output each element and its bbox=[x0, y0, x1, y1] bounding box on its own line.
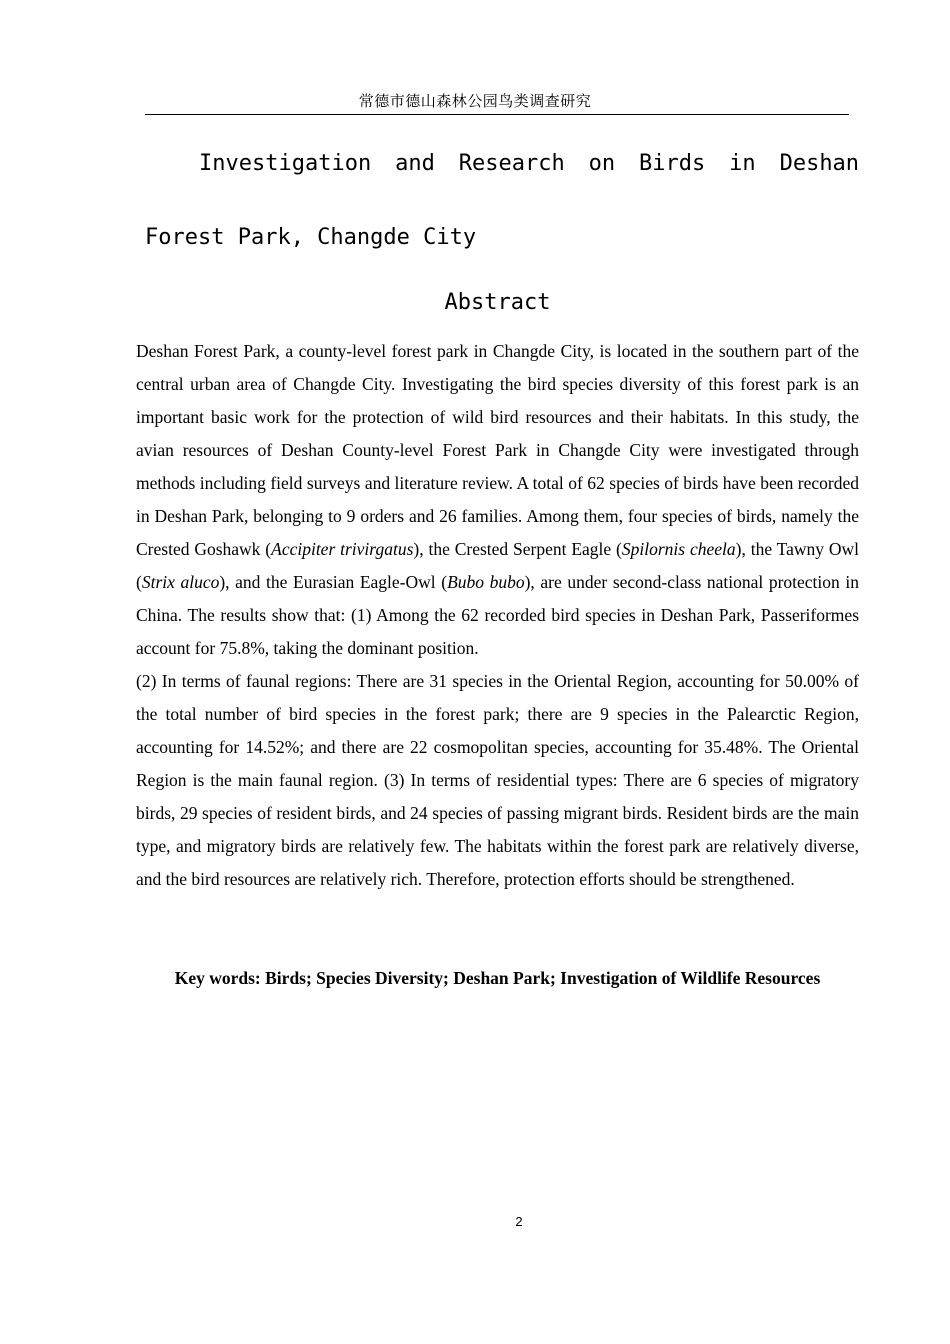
title-word: and bbox=[395, 151, 435, 176]
abstract-text: ), are under second-class national protection in China. The results show that: (1) Among the 62 recorded bird species in Deshan Park, Passeriformes account for 75.8%, taking the dominant position. bbox=[136, 572, 859, 658]
scientific-name: Accipiter trivirgatus bbox=[271, 539, 414, 559]
page-number: 2 bbox=[515, 1214, 523, 1229]
abstract-paragraph-1 bbox=[136, 335, 859, 665]
title-line-1 bbox=[199, 149, 859, 179]
scientific-name: Spilornis cheela bbox=[621, 539, 736, 559]
abstract-text: Deshan Forest Park, a county-level forest park in Changde City, is located in the southern part of the central urban area of Changde City. Investigating the bird species diversity of this forest park is an important basic work for the protection of wild bird resources and their habitats. In this study, the avian resources of Deshan County-level Forest Park in Changde City were investigated through methods including field surveys and literature review. A total of 62 species of birds have been recorded in Deshan Park, belonging to 9 orders and 26 families. Among them, four species of birds, namely the Crested Goshawk ( bbox=[136, 341, 859, 559]
abstract-heading: Abstract bbox=[444, 290, 551, 315]
header-rule bbox=[145, 114, 849, 115]
keywords: Key words: Birds; Species Diversity; Deshan Park; Investigation of Wildlife Resources bbox=[174, 968, 821, 988]
title-word: Research bbox=[458, 151, 565, 176]
abstract-text: ), the Tawny Owl ( bbox=[136, 539, 860, 592]
abstract-paragraph-2: (2) In terms of faunal regions: There are 31 species in the Oriental Region, accounting for 50.00% of the total number of bird species in the forest park; there are 9 species in the Palearctic Region, accounting for 14.52%; and there are 22 cosmopolitan species, accounting for 35.48%. The Oriental Region is the main faunal region. (3) In terms of residential types: There are 6 species of migratory birds, 29 species of resident birds, and 24 species of passing migrant birds. Resident birds are the main type, and migratory birds are relatively few. The habitats within the forest park are relatively diverse, and the bird resources are relatively rich. Therefore, protection efforts should be strengthened. bbox=[136, 671, 859, 889]
title-line-2: Forest Park, Changde City bbox=[145, 225, 477, 250]
title-word: in bbox=[729, 151, 756, 176]
title-word: Deshan bbox=[779, 151, 860, 176]
scientific-name: Bubo bubo bbox=[447, 572, 525, 592]
title-word: Investigation bbox=[199, 151, 372, 176]
title-word: Birds bbox=[639, 151, 706, 176]
abstract-text: ), the Crested Serpent Eagle ( bbox=[413, 539, 622, 559]
abstract-text: ), and the Eurasian Eagle-Owl ( bbox=[219, 572, 448, 592]
title-word: on bbox=[588, 151, 616, 176]
running-header: 常德市德山森林公园鸟类调查研究 bbox=[358, 92, 592, 110]
abstract-body bbox=[136, 335, 859, 896]
scientific-name: Strix aluco bbox=[141, 572, 220, 592]
